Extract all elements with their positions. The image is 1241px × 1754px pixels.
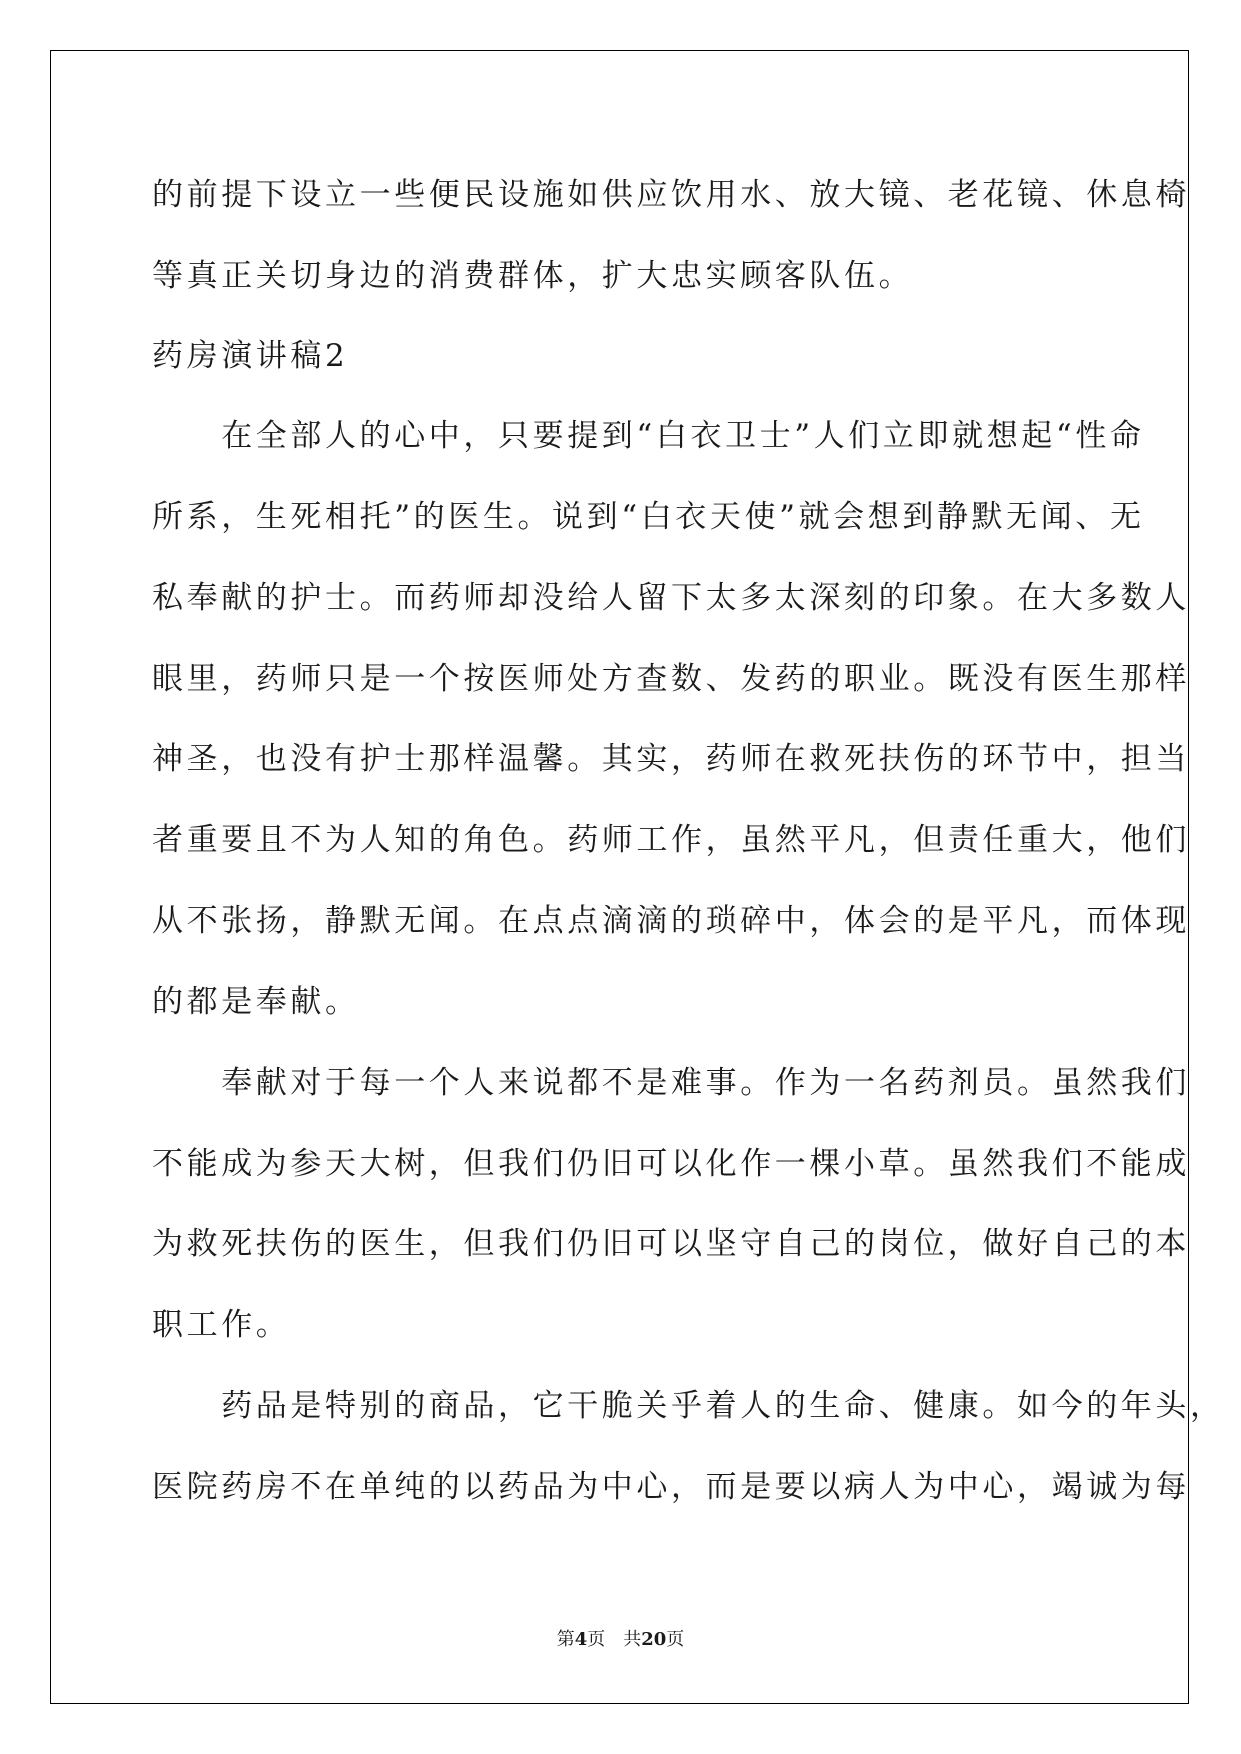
- body-line: 眼里，药师只是一个按医师处方查数、发药的职业。既没有医生那样: [152, 661, 1190, 697]
- body-line: 药品是特别的商品，它干脆关乎着人的生命、健康。如今的年头，: [152, 1388, 1225, 1424]
- section-heading: 药房演讲稿2: [152, 338, 349, 374]
- body-line: 者重要且不为人知的角色。药师工作，虽然平凡，但责任重大，他们: [152, 822, 1190, 858]
- body-line: 为救死扶伤的医生，但我们仍旧可以坚守自己的岗位，做好自己的本: [152, 1226, 1190, 1262]
- footer-prefix: 第: [556, 1629, 575, 1650]
- body-line: 的前提下设立一些便民设施如供应饮用水、放大镜、老花镜、休息椅: [152, 177, 1190, 213]
- footer-page-number: 4: [574, 1629, 588, 1650]
- body-line: 所系，生死相托”的医生。说到“白衣天使”就会想到静默无闻、无: [152, 499, 1145, 535]
- page-frame: [50, 50, 1225, 1704]
- body-line: 职工作。: [152, 1307, 291, 1343]
- footer-suffix: 页: [666, 1629, 685, 1650]
- body-line: 在全部人的心中，只要提到“白衣卫士”人们立即就想起“性命: [152, 418, 1145, 454]
- body-line: 不能成为参天大树，但我们仍旧可以化作一棵小草。虽然我们不能成: [152, 1146, 1190, 1182]
- footer-middle: 页 共: [587, 1629, 642, 1650]
- body-line: 等真正关切身边的消费群体，扩大忠实顾客队伍。: [152, 258, 914, 294]
- body-line: 的都是奉献。: [152, 984, 360, 1020]
- body-line: 神圣，也没有护士那样温馨。其实，药师在救死扶伤的环节中，担当: [152, 741, 1190, 777]
- footer-total-pages: 20: [641, 1629, 667, 1650]
- body-line: 从不张扬，静默无闻。在点点滴滴的琐碎中，体会的是平凡，而体现: [152, 903, 1190, 939]
- page-footer: [0, 1628, 1241, 1652]
- body-line: 医院药房不在单纯的以药品为中心，而是要以病人为中心，竭诚为每: [152, 1469, 1190, 1505]
- body-line: 奉献对于每一个人来说都不是难事。作为一名药剂员。虽然我们: [152, 1065, 1190, 1101]
- body-line: 私奉献的护士。而药师却没给人留下太多太深刻的印象。在大多数人: [152, 580, 1190, 616]
